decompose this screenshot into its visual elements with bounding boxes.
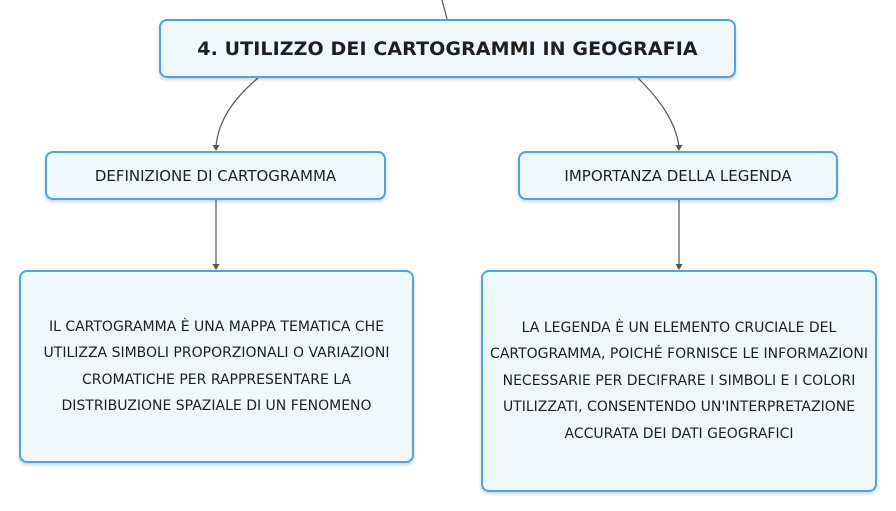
topic-label: DEFINIZIONE DI CARTOGRAMMA [94,166,337,185]
root-topic-node[interactable] [159,19,736,78]
connector-root-to-definizione [216,78,258,147]
topic-importanza-della-legenda[interactable] [518,151,838,200]
detail-definizione-di-cartogramma[interactable] [19,270,414,463]
detail-importanza-della-legenda[interactable] [481,270,877,492]
topic-label: IMPORTANZA DELLA LEGENDA [564,166,792,185]
topic-definizione-di-cartogramma[interactable] [45,151,386,200]
detail-text: LA LEGENDA È UN ELEMENTO CRUCIALE DEL CARTOGRAMMA, POICHÉ FORNISCE LE INFORMAZIONI NECESSARIE PER DECIFRARE I SIMBOLI E I COLORI UTILIZZATI, CONSENTENDO UN'INTERPRETAZIONE ACCURATA DEI DATI GEOGRAFICI [490,319,868,442]
detail-text: IL CARTOGRAMMA È UNA MAPPA TEMATICA CHE UTILIZZA SIMBOLI PROPORZIONALI O VARIAZIONI CROMATICHE PER RAPPRESENTARE LA DISTRIBUZIONE SPAZIALE DI UN FENOMENO [43,318,390,414]
root-topic-title: 4. UTILIZZO DEI CARTOGRAMMI IN GEOGRAFIA [197,37,698,60]
connector-from-parent [442,0,447,19]
connector-root-to-legenda [638,78,679,147]
